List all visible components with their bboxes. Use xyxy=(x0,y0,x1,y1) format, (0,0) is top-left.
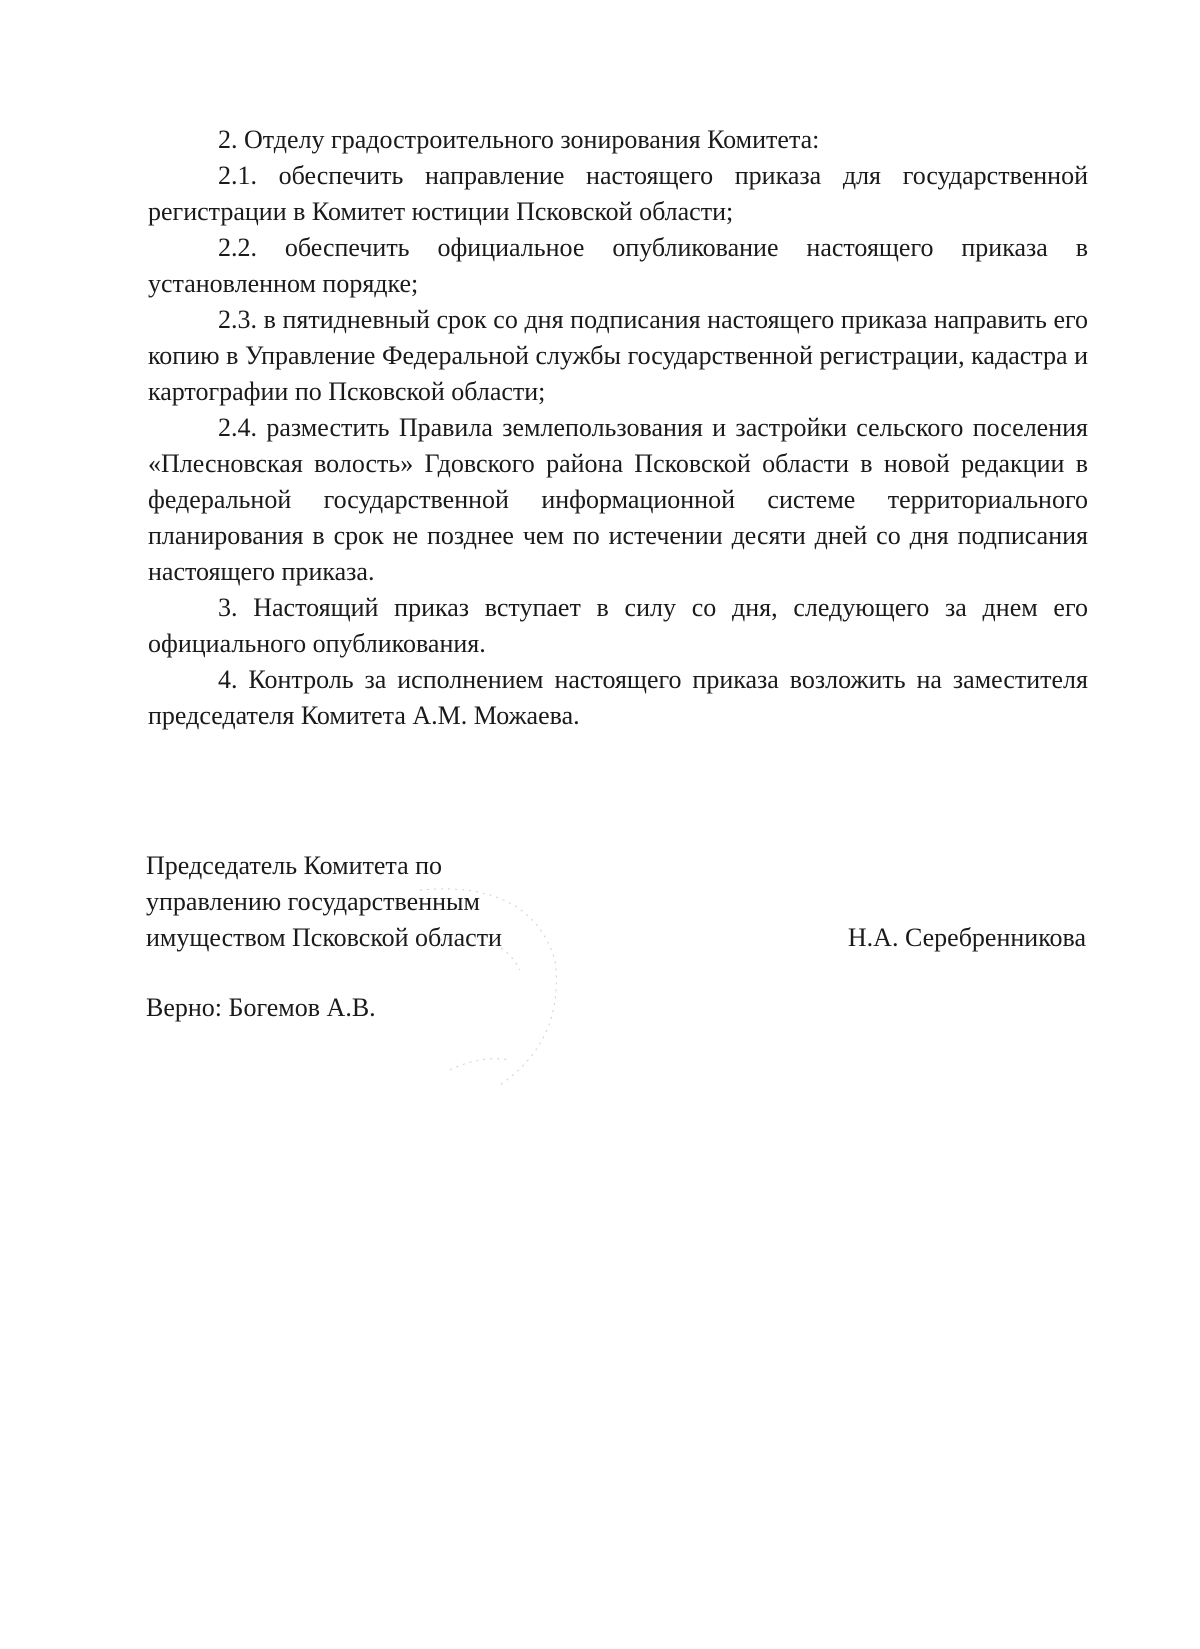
position-line: Председатель Комитета по xyxy=(146,851,443,880)
position-line: имуществом Псковской области xyxy=(146,923,502,952)
verified-by: Верно: Богемов А.В. xyxy=(146,993,376,1022)
paragraph-2: 2. Отделу градостроительного зонирования Комитета: xyxy=(218,125,820,154)
paragraph-4: 4. Контроль за исполнением настоящего приказа возложить на заместителя председателя Комитета А.М. Можаева. xyxy=(148,665,1088,730)
signatory-position xyxy=(146,848,666,956)
signatory-name: Н.А. Серебренникова xyxy=(847,923,1086,952)
paragraph-3: 3. Настоящий приказ вступает в силу со дня, следующего за днем его официального опубликования. xyxy=(148,593,1088,658)
paragraph-2-1: 2.1. обеспечить направление настоящего приказа для государственной регистрации в Комитет юстиции Псковской области; xyxy=(148,161,1088,226)
position-line: управлению государственным xyxy=(146,887,480,916)
paragraph-2-3: 2.3. в пятидневный срок со дня подписания настоящего приказа направить его копию в Управление Федеральной службы государственной регистрации, кадастра и картографии по Псковской области; xyxy=(148,305,1088,406)
order-body xyxy=(148,122,1088,734)
paragraph-2-2: 2.2. обеспечить официальное опубликование настоящего приказа в установленном порядке; xyxy=(148,233,1088,298)
paragraph-2-4: 2.4. разместить Правила землепользования и застройки сельского поселения «Плесновская волость» Гдовского района Псковской области в новой редакции в федеральной государственной информационной системе территориального планирования в срок не позднее чем по истечении десяти дней со дня подписания настоящего приказа. xyxy=(148,413,1088,586)
